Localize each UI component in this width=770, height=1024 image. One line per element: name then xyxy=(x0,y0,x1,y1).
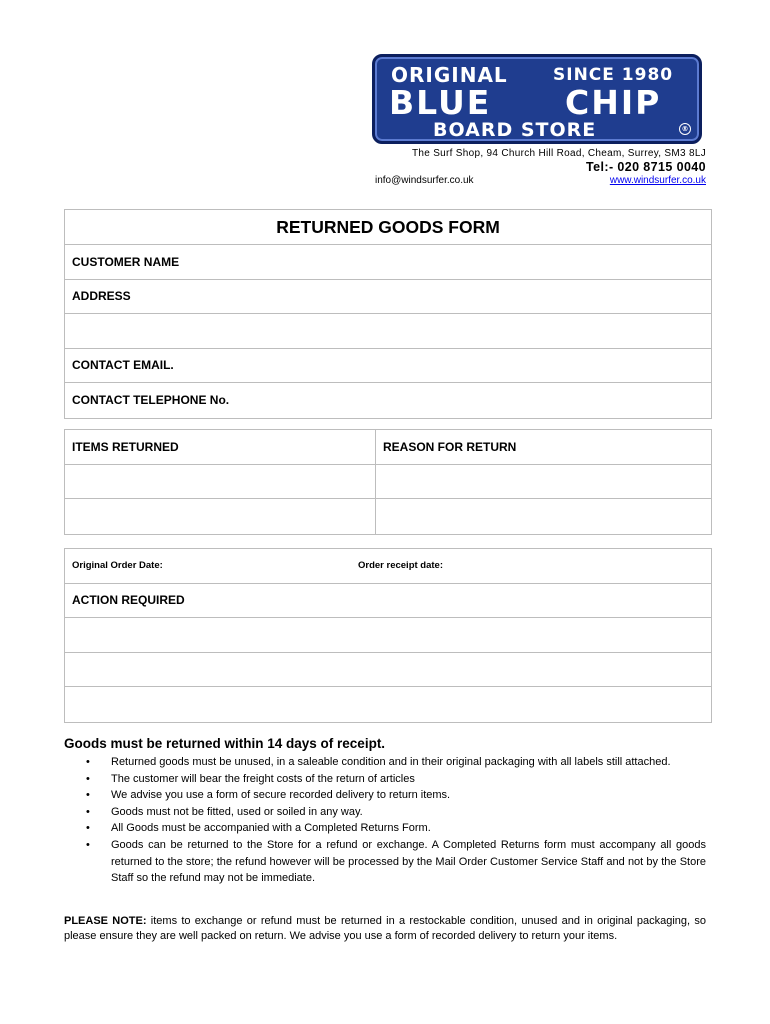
contact-telephone-label: CONTACT TELEPHONE No. xyxy=(72,393,230,408)
items-row-2 xyxy=(65,499,711,534)
policy-item: • We advise you use a form of secure recorded delivery to return items. xyxy=(84,787,706,804)
order-dates-row[interactable] xyxy=(65,549,711,584)
customer-details-table xyxy=(64,209,712,419)
logo-since-text: SINCE 1980 xyxy=(553,65,674,85)
item-cell-1[interactable] xyxy=(65,465,376,499)
address-field-line-2[interactable] xyxy=(65,314,711,349)
logo-board-store-text: BOARD STORE xyxy=(433,119,597,141)
please-note-paragraph xyxy=(64,914,706,944)
contact-email-label: CONTACT EMAIL. xyxy=(72,358,174,373)
address-label: ADDRESS xyxy=(72,289,131,304)
please-note-label: PLEASE NOTE: xyxy=(64,915,147,927)
original-order-date-label: Original Order Date: xyxy=(72,560,163,572)
item-cell-2[interactable] xyxy=(65,499,376,534)
shop-address: The Surf Shop, 94 Church Hill Road, Cheam, Surrey, SM3 8LJ xyxy=(411,148,706,159)
logo-original-text: ORIGINAL xyxy=(391,63,508,87)
policy-item: • All Goods must be accompanied with a Completed Returns Form. xyxy=(84,820,706,837)
shop-telephone: Tel:- 020 8715 0040 xyxy=(586,160,706,174)
action-required-table xyxy=(64,548,712,723)
address-field[interactable] xyxy=(65,280,711,315)
form-title: RETURNED GOODS FORM xyxy=(276,216,500,237)
action-line-2[interactable] xyxy=(65,653,711,688)
items-returned-label: ITEMS RETURNED xyxy=(72,439,179,454)
action-required-label: ACTION REQUIRED xyxy=(72,593,185,608)
policy-item: • Goods must not be fitted, used or soiled in any way. xyxy=(84,804,706,821)
policy-item: • The customer will bear the freight costs of the return of articles xyxy=(84,771,706,788)
items-row-1 xyxy=(65,465,711,500)
reason-for-return-label: REASON FOR RETURN xyxy=(383,439,517,454)
action-line-3[interactable] xyxy=(65,687,711,722)
logo-blue-text: BLUE xyxy=(389,83,492,122)
registered-mark-icon: ® xyxy=(679,123,691,135)
blue-chip-logo xyxy=(372,54,702,144)
contact-email-field[interactable] xyxy=(65,349,711,384)
policy-item: • Returned goods must be unused, in a saleable condition and in their original packaging with all labels still attached. xyxy=(84,754,706,771)
customer-name-field[interactable] xyxy=(65,245,711,280)
returns-policy-heading: Goods must be returned within 14 days of receipt. xyxy=(64,736,386,751)
order-receipt-date-label: Order receipt date: xyxy=(358,560,443,572)
items-returned-table xyxy=(64,429,712,535)
action-line-1[interactable] xyxy=(65,618,711,653)
form-title-row xyxy=(65,210,711,245)
please-note-text: items to exchange or refund must be returned in a restockable condition, unused and in original packaging, so please ensure they are well packed on return. We advise you use a form of recorded delivery to return your items. xyxy=(64,915,706,942)
returns-policy-list xyxy=(84,754,706,887)
contact-telephone-field[interactable] xyxy=(65,383,711,418)
shop-email: info@windsurfer.co.uk xyxy=(375,175,474,186)
shop-website-link[interactable]: www.windsurfer.co.uk xyxy=(609,175,706,186)
policy-item: • Goods can be returned to the Store for a refund or exchange. A Completed Returns form must accompany all goods returned to the store; the refund however will be processed by the Mail Order Customer Service Staff and not by the Store Staff so the refund may not be immediate. xyxy=(84,837,706,887)
logo-chip-text: CHIP xyxy=(565,83,662,122)
action-required-row xyxy=(65,584,711,619)
items-header-row xyxy=(65,430,711,465)
customer-name-label: CUSTOMER NAME xyxy=(72,254,180,269)
